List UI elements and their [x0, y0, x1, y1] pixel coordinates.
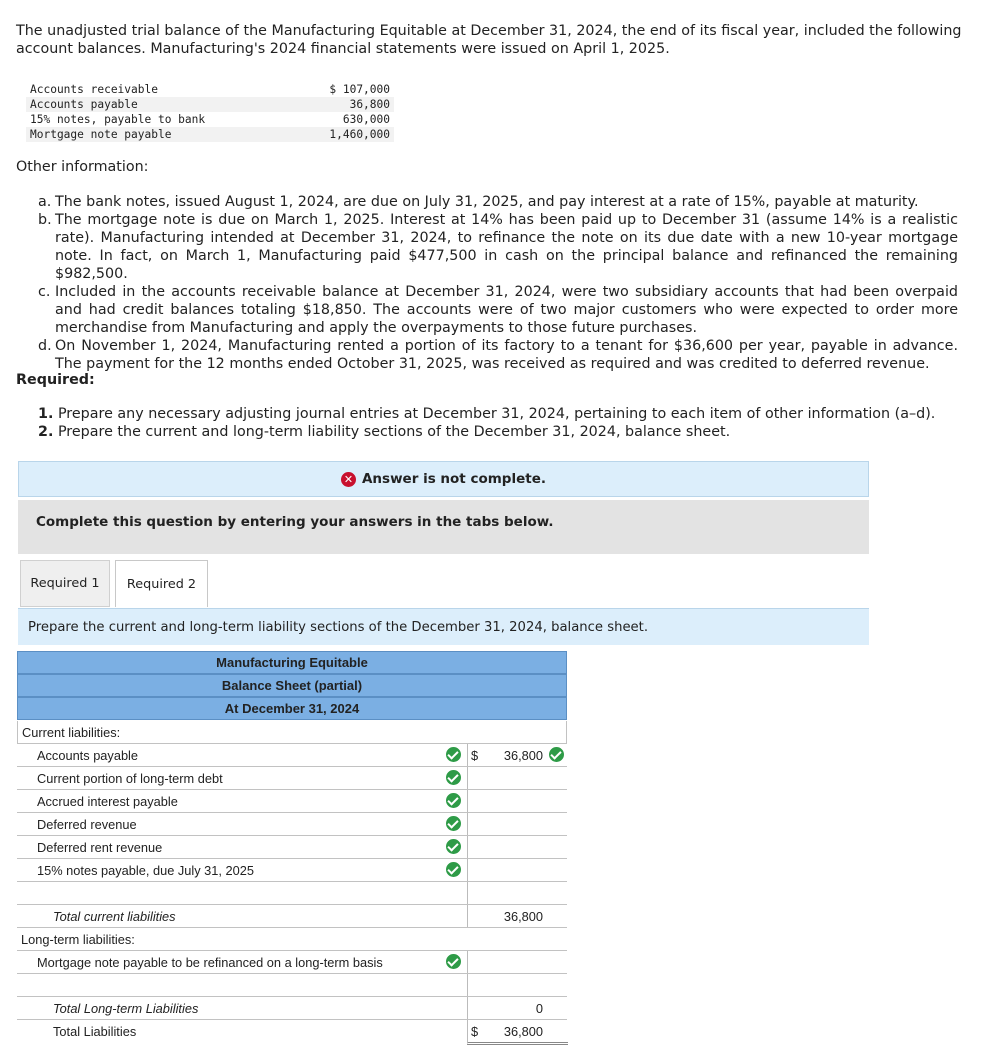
statement-date: At December 31, 2024	[17, 697, 567, 720]
amount-cell[interactable]	[467, 974, 568, 996]
account-name: Accounts receivable	[30, 83, 158, 96]
line-item-label[interactable]: Current portion of long-term debt	[37, 771, 223, 786]
table-row	[17, 744, 567, 767]
table-row	[17, 836, 567, 859]
statement-title: Balance Sheet (partial)	[17, 674, 567, 697]
amount-cell[interactable]: $ 36,800	[467, 1020, 568, 1045]
check-icon	[446, 816, 461, 831]
check-icon	[446, 839, 461, 854]
table-row	[17, 790, 567, 813]
account-name: Accounts payable	[26, 97, 294, 112]
line-item-label[interactable]: Mortgage note payable to be refinanced on a long-term basis	[37, 955, 383, 970]
longterm-liabilities-heading: Long-term liabilities:	[17, 928, 567, 951]
other-info-heading: Other information:	[16, 159, 149, 175]
account-amount: 630,000	[342, 113, 390, 126]
table-row	[17, 813, 567, 836]
check-icon	[446, 747, 461, 762]
total-longterm-row	[17, 997, 567, 1020]
line-item-label[interactable]: Accounts payable	[37, 748, 139, 763]
table-row	[17, 767, 567, 790]
tab-required-1[interactable]: Required 1	[20, 560, 110, 607]
tab-prompt: Prepare the current and long-term liability sections of the December 31, 2024, balance sheet.	[18, 608, 869, 645]
table-row	[17, 882, 567, 905]
amount-cell[interactable]: $ 36,800	[467, 744, 568, 766]
amount-cell[interactable]	[467, 767, 568, 789]
amount-cell[interactable]: 0	[467, 997, 568, 1019]
total-liabilities-row	[17, 1020, 567, 1043]
check-icon	[446, 793, 461, 808]
table-row	[26, 82, 394, 97]
list-item: 2. Prepare the current and long-term liability sections of the December 31, 2024, balance sheet.	[38, 424, 731, 440]
amount-cell[interactable]: 36,800	[467, 905, 568, 927]
list-item: b. The mortgage note is due on March 1, 2025. Interest at 14% has been paid up to December 31 (assume 14% is a realistic rate). Manufacturing intended at December 31, 2024, to refinance the note on its due date with a new 10-year mortgage note. In fact, on March 1, Manufacturing paid $477,500 in cash on the principal balance and refinanced the remaining $982,500.	[38, 212, 958, 282]
table-row	[17, 974, 567, 997]
required-list	[38, 405, 935, 441]
table-row	[17, 951, 567, 974]
account-amount: 1,460,000	[294, 127, 394, 142]
intro-text	[16, 22, 966, 58]
list-item: a. The bank notes, issued August 1, 2024, are due on July 31, 2025, and pay interest at a rate of 15%, payable at maturity.	[38, 194, 919, 210]
answer-status-banner	[18, 461, 869, 497]
instructions-panel	[18, 500, 869, 554]
other-info-list	[38, 193, 958, 373]
list-item: 1. Prepare any necessary adjusting journal entries at December 31, 2024, pertaining to each item of other information (a–d).	[38, 406, 936, 422]
tab-required-2[interactable]: Required 2	[115, 560, 208, 607]
intro-line-2: account balances. Manufacturing's 2024 financial statements were issued on April 1, 2025.	[16, 41, 670, 57]
total-current-row	[17, 905, 567, 928]
list-item: c. Included in the accounts receivable balance at December 31, 2024, were two subsidiary accounts that had been overpaid and had credit balances totaling $18,850. The accounts were of two major customers who were expected to order more merchandise from Manufacturing and apply the overpayments to those future purchases.	[38, 284, 958, 336]
table-row	[17, 859, 567, 882]
amount-cell[interactable]	[467, 790, 568, 812]
total-longterm-label: Total Long-term Liabilities	[53, 1001, 199, 1016]
amount-cell[interactable]	[467, 813, 568, 835]
line-item-label[interactable]: Deferred rent revenue	[37, 840, 163, 855]
trial-balance-table	[26, 82, 394, 142]
line-item-label[interactable]: Deferred revenue	[37, 817, 137, 832]
total-liabilities-label: Total Liabilities	[53, 1024, 137, 1039]
required-heading: Required:	[16, 372, 95, 388]
current-liabilities-heading: Current liabilities:	[17, 721, 567, 744]
amount-cell[interactable]	[467, 836, 568, 858]
table-row	[26, 97, 394, 112]
amount-cell[interactable]	[467, 882, 568, 904]
line-item-label[interactable]: 15% notes payable, due July 31, 2025	[37, 863, 254, 878]
banner-text: Answer is not complete.	[361, 471, 546, 487]
check-icon	[446, 862, 461, 877]
check-icon	[549, 747, 564, 762]
line-item-label[interactable]: Accrued interest payable	[37, 794, 178, 809]
table-row	[26, 112, 394, 127]
account-name: Mortgage note payable	[26, 127, 294, 142]
intro-line-1: The unadjusted trial balance of the Manufacturing Equitable at December 31, 2024, the end of its fiscal year, included the following	[16, 23, 962, 39]
account-name: 15% notes, payable to bank	[30, 113, 206, 126]
check-icon	[446, 954, 461, 969]
table-row	[26, 127, 394, 142]
amount-cell[interactable]	[467, 951, 568, 973]
account-amount: 36,800	[294, 97, 394, 112]
amount-cell[interactable]	[467, 859, 568, 881]
list-item: d. On November 1, 2024, Manufacturing rented a portion of its factory to a tenant for $36,600 per year, payable in advance. The payment for the 12 months ended October 31, 2025, was received as required and was credited to deferred revenue.	[38, 338, 958, 372]
account-amount: $ 107,000	[329, 83, 390, 96]
instructions-text: Complete this question by entering your answers in the tabs below.	[36, 514, 554, 530]
x-icon: ✕	[341, 472, 356, 487]
check-icon	[446, 770, 461, 785]
company-name: Manufacturing Equitable	[17, 651, 567, 674]
total-current-label: Total current liabilities	[53, 909, 176, 924]
